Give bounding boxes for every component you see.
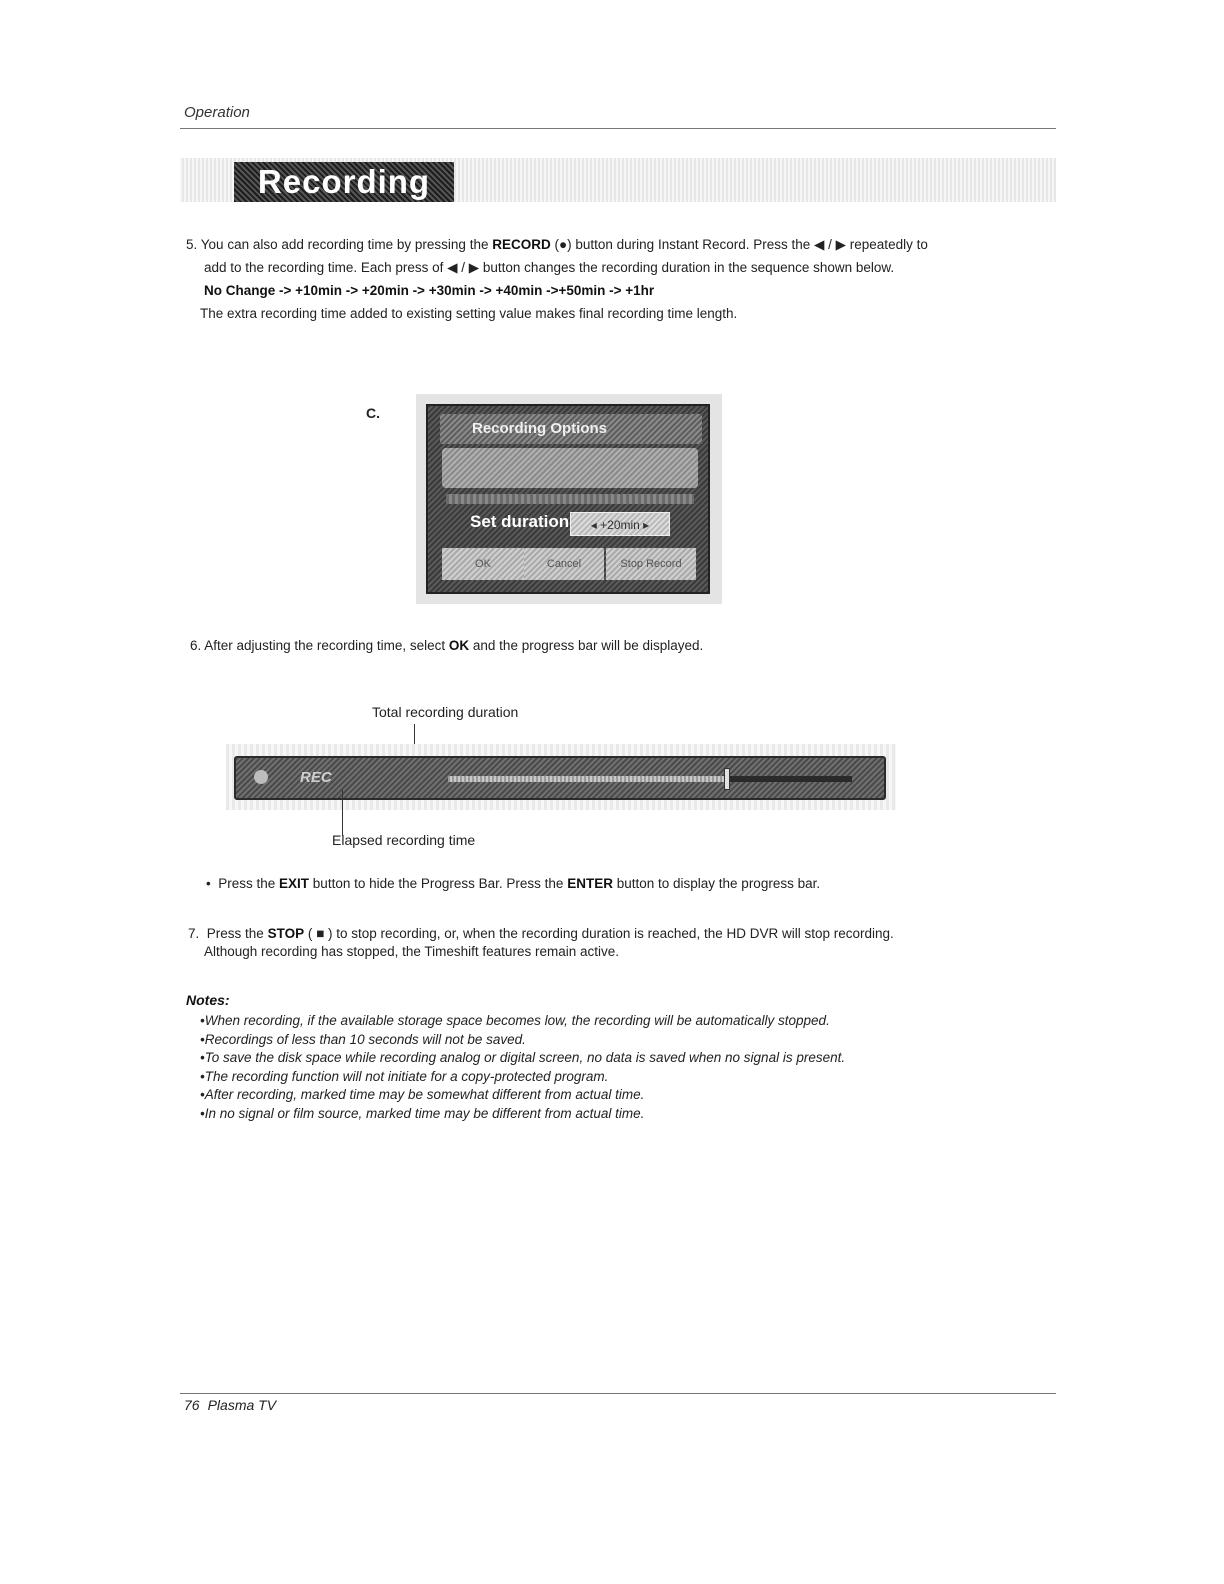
figure-c-label: C. [366,405,380,421]
step-5-text-c: (●) button during Instant Record. Press the ◀ / ▶ repeatedly to [550,237,928,252]
dialog-program-info [442,448,698,488]
step-6-number: 6. [190,638,202,653]
header-rule [180,128,1056,129]
page-footer [184,1397,276,1413]
notes-title: Notes: [186,992,230,1008]
step-7-line-2: Although recording has stopped, the Timeshift features remain active. [204,944,619,959]
step-7-text-a: Press the [206,926,268,941]
step-5-line-4: The extra recording time added to existing setting value makes final recording time length. [200,306,738,321]
step-5-text-a: You can also add recording time by pressing the [200,237,493,252]
tip-text-a: Press the [218,876,280,891]
record-keyword: RECORD [492,237,551,252]
ok-keyword: OK [448,638,470,653]
exit-keyword: EXIT [279,876,310,891]
step-7-text-c: ( ■ ) to stop recording, or, when the recording duration is reached, the HD DVR will stop recording. [304,926,894,941]
notes-list [200,1012,845,1123]
tip-text-c: button to hide the Progress Bar. Press the [309,876,568,891]
dialog-subtext [446,494,694,504]
note-item: •In no signal or film source, marked time may be different from actual time. [200,1105,645,1121]
section-label: Operation [184,104,250,121]
progress-marker [724,768,730,790]
set-duration-label: Set duration [470,512,570,531]
step-7 [188,922,1048,963]
rec-label: REC [300,769,332,786]
record-dot-icon [254,770,268,784]
tip-text-e: button to display the progress bar. [612,876,821,891]
ok-button[interactable]: OK [442,548,524,580]
elapsed-time-callout: Elapsed recording time [332,832,476,848]
footer-rule [180,1393,1056,1394]
total-duration-callout: Total recording duration [372,704,519,720]
step-6-text-a: After adjusting the recording time, select [204,638,449,653]
product-name: Plasma TV [207,1397,277,1413]
cancel-button[interactable]: Cancel [524,548,604,580]
step-5-number: 5. [186,237,198,252]
note-item: •To save the disk space while recording analog or digital screen, no data is saved when no signal is present. [200,1050,846,1065]
bullet-mark: • [206,876,211,891]
elapsed-leader [342,790,343,836]
dialog-title: Recording Options [440,414,702,444]
stop-keyword: STOP [267,926,305,941]
step-6 [190,634,703,657]
duration-selector[interactable]: ◂ +20min ▸ [570,512,670,536]
stop-record-button[interactable]: Stop Record [606,548,696,580]
note-item: •When recording, if the available storage space becomes low, the recording will be automatically stopped. [200,1013,830,1028]
page-number: 76 [184,1397,200,1413]
step-5-line-2: add to the recording time. Each press of ◀ / ▶ button changes the recording duration in the sequence shown below. [204,260,895,275]
step-7-number: 7. [188,926,200,941]
enter-keyword: ENTER [567,876,613,891]
duration-sequence: No Change -> +10min -> +20min -> +30min -> +40min ->+50min -> +1hr [204,283,655,298]
progress-fill [448,776,727,782]
note-item: •After recording, marked time may be somewhat different from actual time. [200,1087,645,1102]
note-item: •The recording function will not initiate for a copy-protected program. [200,1068,609,1084]
step-5 [186,233,1046,325]
progress-bar-tip [206,872,820,895]
note-item: •Recordings of less than 10 seconds will not be saved. [200,1031,526,1047]
page-title: Recording [234,162,454,202]
step-6-text-c: and the progress bar will be displayed. [469,638,704,653]
